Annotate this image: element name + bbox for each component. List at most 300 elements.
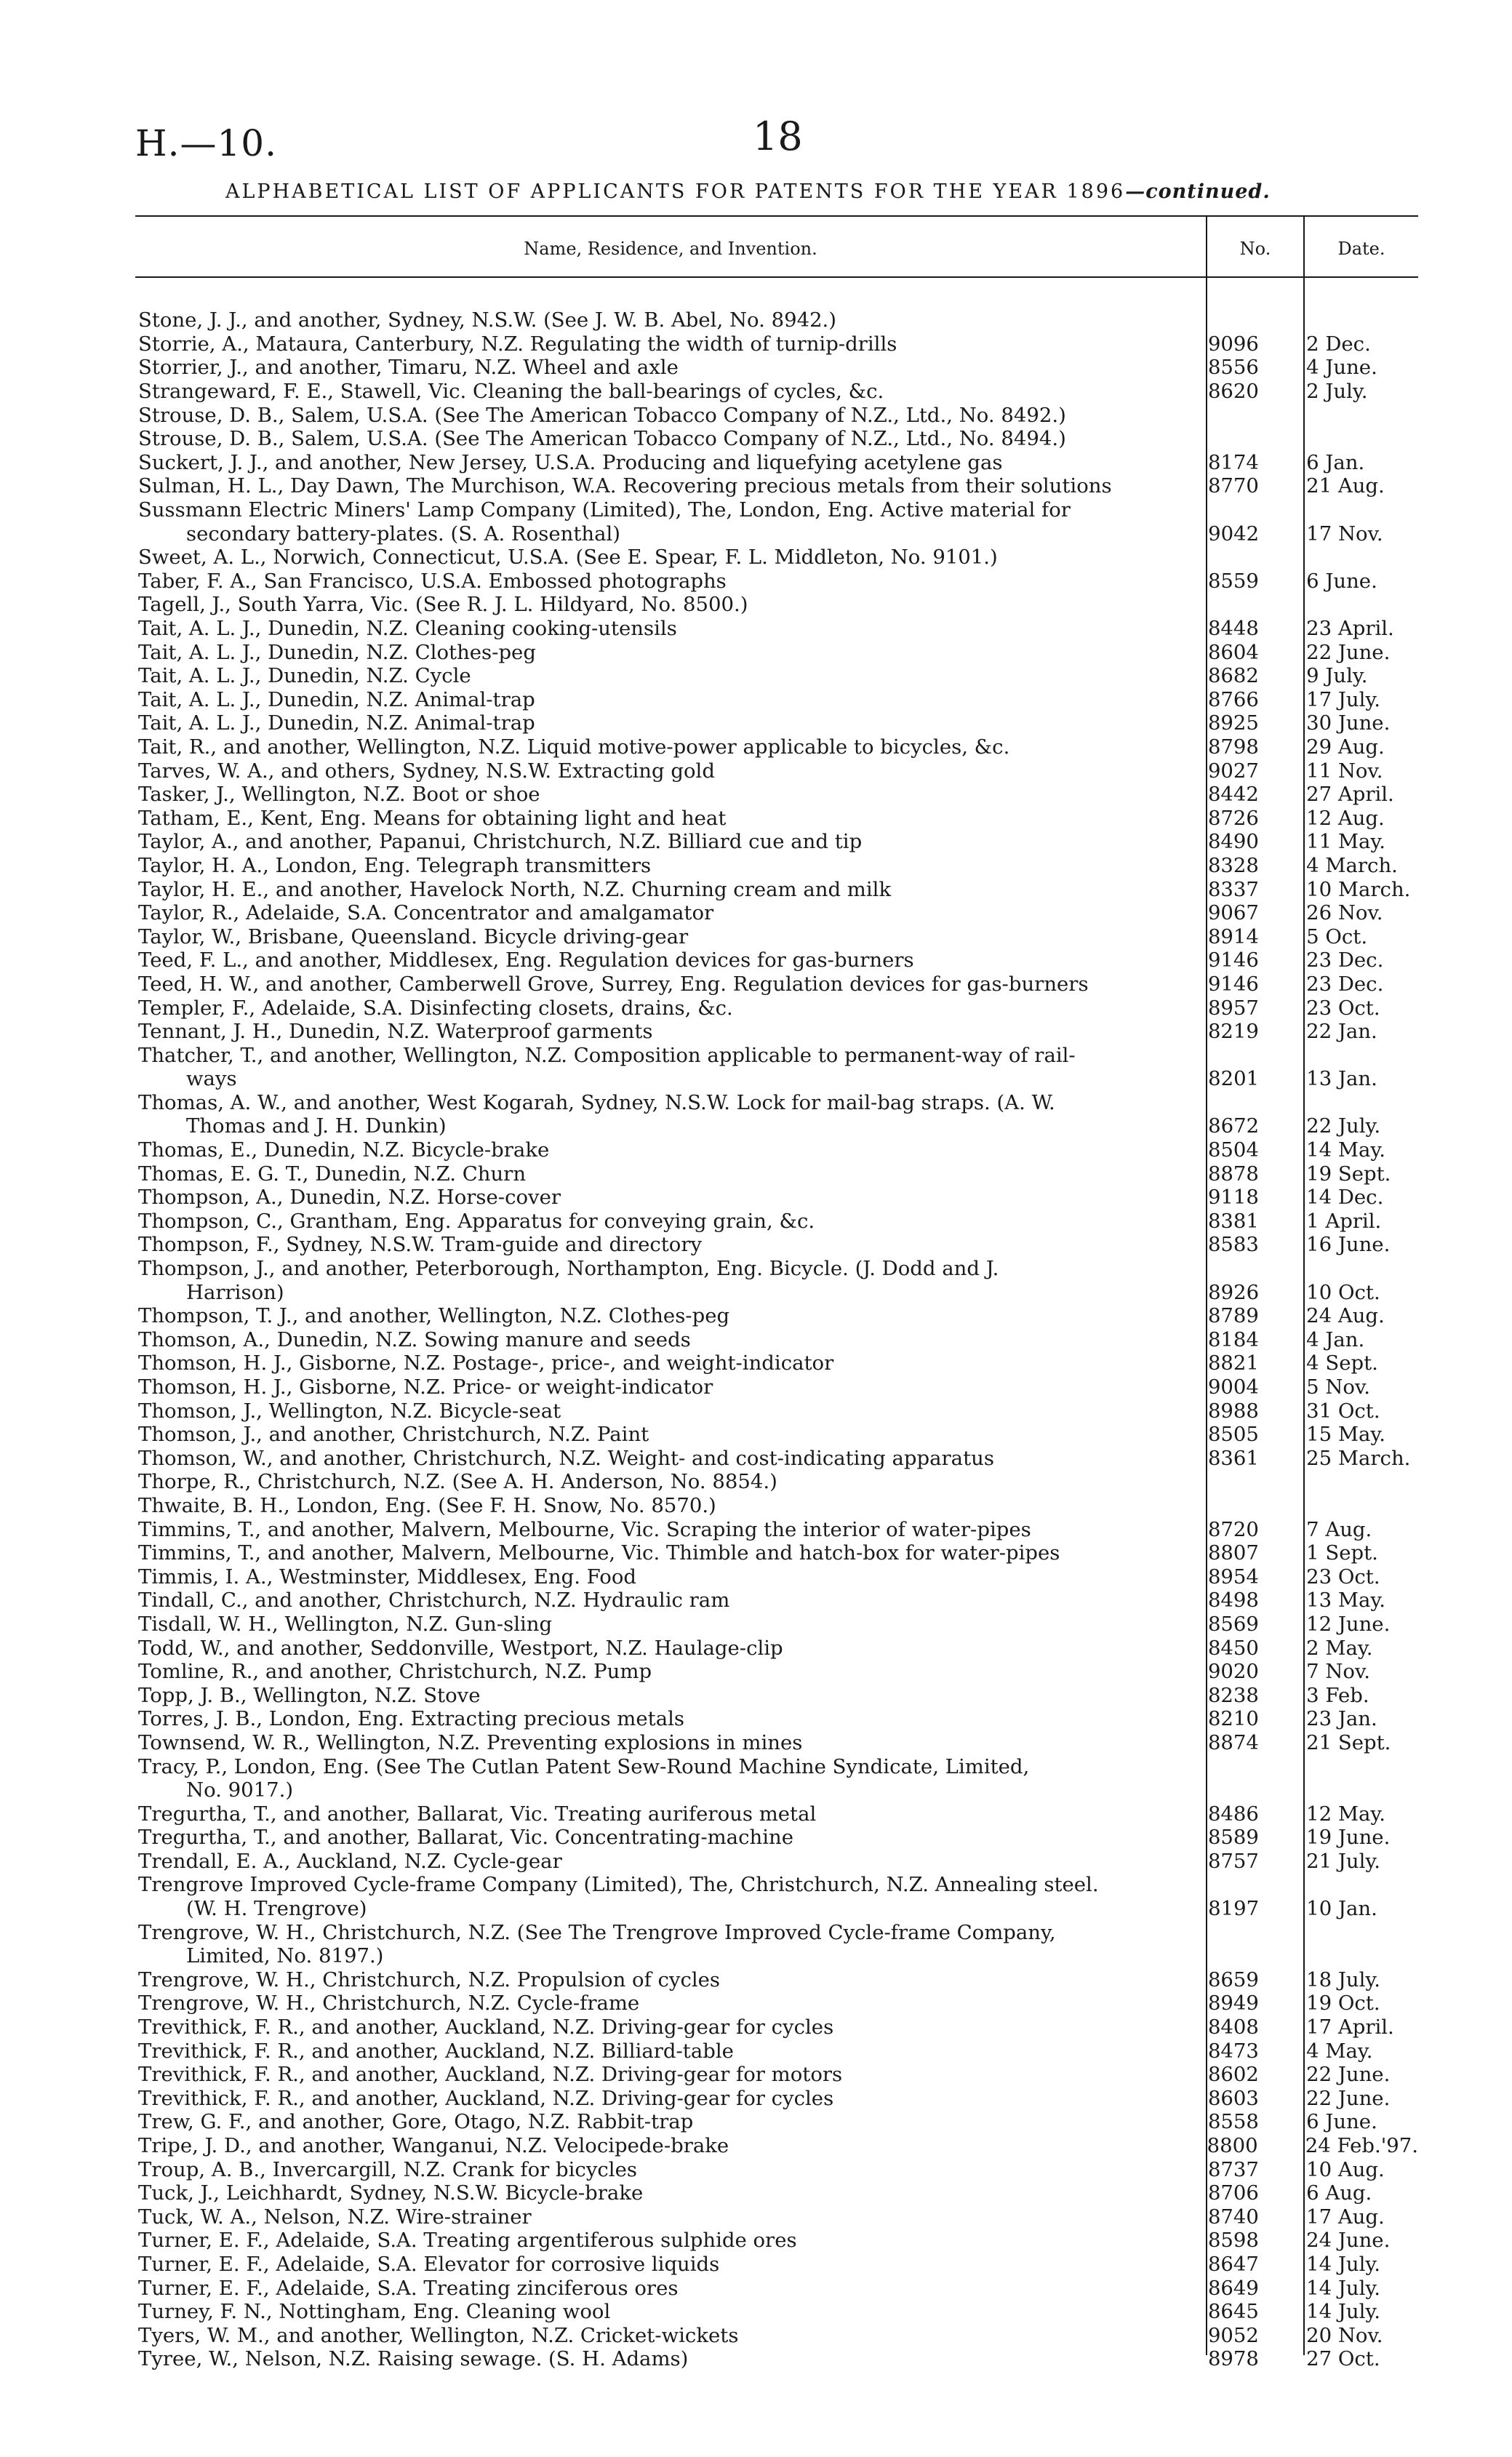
table-row — [138, 1565, 1418, 1589]
applicant-entry: Timmis, I. A., Westminster, Middlesex, Eng. Food — [138, 1565, 636, 1589]
applicant-entry: Turney, F. N., Nottingham, Eng. Cleaning wool — [138, 2300, 611, 2324]
table-row — [138, 2134, 1418, 2158]
patent-date: 16 June. — [1306, 1233, 1391, 1257]
table-row — [138, 1138, 1418, 1162]
patent-number: 8448 — [1207, 617, 1259, 641]
applicant-entry: Sweet, A. L., Norwich, Connecticut, U.S.A. (See E. Spear, F. L. Middleton, No. 9101.) — [138, 546, 998, 570]
table-row — [138, 1660, 1418, 1684]
patent-number: 8559 — [1207, 569, 1259, 593]
applicant-entry: Tisdall, W. H., Wellington, N.Z. Gun-sling — [138, 1612, 553, 1636]
patent-date: 7 Aug. — [1306, 1517, 1372, 1541]
title-continued: —continued. — [1125, 180, 1271, 203]
column-header-date: Date. — [1337, 239, 1385, 259]
table-row — [138, 1210, 1418, 1234]
table-row — [138, 1517, 1418, 1541]
patent-number: 8238 — [1207, 1683, 1259, 1707]
patent-number: 8602 — [1207, 2063, 1259, 2087]
patent-date: 19 Sept. — [1306, 1162, 1391, 1186]
patent-date: 23 Dec. — [1306, 972, 1384, 996]
table-row — [138, 2300, 1418, 2324]
patent-date: 25 March. — [1306, 1446, 1411, 1470]
applicant-list — [138, 308, 1418, 2371]
patent-number: 8442 — [1207, 783, 1259, 807]
patent-date: 10 Jan. — [1306, 1897, 1377, 1921]
patent-number: 8361 — [1207, 1446, 1259, 1470]
patent-number: 8504 — [1207, 1138, 1259, 1162]
patent-number: 8408 — [1207, 2015, 1259, 2039]
applicant-entry: Trengrove, W. H., Christchurch, N.Z. (See The Trengrove Improved Cycle-frame Company, — [138, 1920, 1056, 1944]
applicant-entry: Taylor, H. A., London, Eng. Telegraph transmitters — [138, 853, 652, 877]
applicant-entry: Tripe, J. D., and another, Wanganui, N.Z. Velocipede-brake — [138, 2134, 729, 2158]
patent-number: 8672 — [1208, 1114, 1260, 1138]
applicant-entry: Thompson, T. J., and another, Wellington, N.Z. Clothes-peg — [138, 1304, 730, 1328]
applicant-entry: Thomson, A., Dunedin, N.Z. Sowing manure and seeds — [138, 1327, 691, 1351]
table-row — [138, 1351, 1418, 1375]
patent-number: 8558 — [1207, 2110, 1259, 2134]
patent-number: 8473 — [1207, 2039, 1259, 2063]
applicant-entry: Tuck, W. A., Nelson, N.Z. Wire-strainer — [138, 2205, 532, 2229]
patent-number: 8604 — [1207, 640, 1259, 664]
applicant-entry: Thompson, F., Sydney, N.S.W. Tram-guide and directory — [138, 1233, 703, 1257]
patent-number: 9052 — [1207, 2323, 1259, 2347]
patent-date: 11 May. — [1306, 830, 1386, 854]
patent-date: 12 June. — [1306, 1612, 1391, 1636]
patent-number: 9067 — [1207, 901, 1259, 925]
applicant-entry: Trevithick, F. R., and another, Auckland, N.Z. Billiard-table — [138, 2039, 734, 2063]
patent-number: 8988 — [1207, 1399, 1259, 1423]
table-row — [138, 2015, 1418, 2039]
applicant-entry: Thomson, J., Wellington, N.Z. Bicycle-seat — [138, 1399, 561, 1423]
table-row — [138, 1399, 1418, 1423]
column-header-no: No. — [1239, 239, 1271, 259]
table-row — [138, 759, 1418, 783]
patent-date: 1 April. — [1306, 1209, 1382, 1233]
patent-number: 8201 — [1208, 1067, 1260, 1091]
patent-number: 8874 — [1207, 1730, 1259, 1754]
table-row — [138, 2039, 1418, 2063]
patent-date: 2 Dec. — [1306, 332, 1371, 356]
patent-number: 9027 — [1207, 759, 1259, 783]
table-row — [138, 1162, 1418, 1186]
table-row — [138, 901, 1418, 925]
patent-date: 2 May. — [1306, 1636, 1373, 1660]
table-row — [138, 877, 1418, 901]
patent-number: 8337 — [1207, 877, 1259, 901]
applicant-entry: Turner, E. F., Adelaide, S.A. Treating zinciferous ores — [138, 2276, 679, 2300]
applicant-entry: Trevithick, F. R., and another, Auckland, N.Z. Driving-gear for motors — [138, 2063, 843, 2087]
table-row — [138, 1802, 1418, 1826]
table-row — [138, 783, 1418, 807]
table-row — [138, 2276, 1418, 2300]
applicant-entry: Tyree, W., Nelson, N.Z. Raising sewage. (S. H. Adams) — [138, 2347, 689, 2371]
table-row — [138, 1233, 1418, 1257]
table-row — [138, 2157, 1418, 2181]
table-row — [138, 1589, 1418, 1613]
applicant-entry: Troup, A. B., Invercargill, N.Z. Crank for bicycles — [138, 2157, 637, 2181]
patent-date: 13 May. — [1306, 1589, 1386, 1613]
table-row — [138, 332, 1418, 356]
patent-date: 9 July. — [1306, 664, 1368, 688]
patent-date: 11 Nov. — [1306, 759, 1383, 783]
table-row — [138, 1826, 1418, 1850]
page-number: 18 — [753, 113, 803, 159]
applicant-entry: Thomas, A. W., and another, West Kogarah, Sydney, N.S.W. Lock for mail-bag straps. (A. W. — [138, 1090, 1055, 1114]
applicant-entry: Trew, G. F., and another, Gore, Otago, N.Z. Rabbit-trap — [138, 2110, 694, 2134]
patent-date: 14 July. — [1306, 2276, 1381, 2300]
table-row — [138, 2063, 1418, 2087]
patent-date: 3 Feb. — [1306, 1683, 1369, 1707]
patent-date: 6 June. — [1306, 569, 1377, 593]
table-row — [138, 1257, 1418, 1304]
table-row — [138, 924, 1418, 948]
applicant-entry: Tait, A. L. J., Dunedin, N.Z. Clothes-peg — [138, 640, 536, 664]
table-row — [138, 1304, 1418, 1328]
applicant-entry: Taylor, W., Brisbane, Queensland. Bicycle driving-gear — [138, 924, 689, 948]
table-row — [138, 1731, 1418, 1755]
applicant-entry: Sussmann Electric Miners' Lamp Company (Limited), The, London, Eng. Active material for — [138, 498, 1071, 522]
patent-number: 8486 — [1207, 1802, 1259, 1826]
table-row — [138, 1043, 1418, 1090]
applicant-entry: Thatcher, T., and another, Wellington, N.Z. Composition applicable to permanent-way of rail- — [138, 1043, 1076, 1067]
patent-date: 19 June. — [1306, 1826, 1391, 1850]
patent-number: 8645 — [1207, 2300, 1259, 2324]
table-row — [138, 1850, 1418, 1874]
applicant-entry: Tait, A. L. J., Dunedin, N.Z. Cleaning cooking-utensils — [138, 617, 677, 641]
table-row — [138, 1494, 1418, 1518]
applicant-entry: Tait, A. L. J., Dunedin, N.Z. Animal-trap — [138, 687, 535, 711]
applicant-entry: Thomas, E. G. T., Dunedin, N.Z. Churn — [138, 1162, 527, 1186]
patent-date: 17 July. — [1306, 687, 1381, 711]
patent-date: 12 Aug. — [1306, 806, 1385, 830]
patent-number: 8766 — [1207, 687, 1259, 711]
applicant-entry: Stone, J. J., and another, Sydney, N.S.W. (See J. W. B. Abel, No. 8942.) — [138, 308, 837, 332]
table-row — [138, 2323, 1418, 2347]
patent-number: 9096 — [1207, 332, 1259, 356]
patent-number: 8740 — [1207, 2205, 1259, 2229]
applicant-entry: Tyers, W. M., and another, Wellington, N.Z. Cricket-wickets — [138, 2323, 739, 2347]
applicant-entry: Thomson, H. J., Gisborne, N.Z. Postage-, price-, and weight-indicator — [138, 1351, 834, 1375]
patent-number: 8770 — [1207, 474, 1259, 498]
applicant-entry: Thomson, H. J., Gisborne, N.Z. Price- or weight-indicator — [138, 1375, 713, 1399]
table-row — [138, 2253, 1418, 2277]
patent-date: 10 Oct. — [1306, 1280, 1380, 1304]
table-row — [138, 474, 1418, 498]
patent-date: 20 Nov. — [1306, 2323, 1383, 2347]
patent-number: 9146 — [1207, 948, 1259, 972]
patent-date: 26 Nov. — [1306, 901, 1383, 925]
patent-number: 8682 — [1207, 664, 1259, 688]
patent-date: 15 May. — [1306, 1423, 1386, 1447]
applicant-entry: Turner, E. F., Adelaide, S.A. Treating argentiferous sulphide ores — [138, 2229, 797, 2253]
patent-date: 4 June. — [1306, 356, 1377, 380]
table-row — [138, 1991, 1418, 2015]
patent-number: 8706 — [1207, 2181, 1259, 2205]
table-row — [138, 617, 1418, 641]
patent-number: 8978 — [1207, 2347, 1259, 2371]
table-row — [138, 1873, 1418, 1920]
patent-date: 22 July. — [1306, 1114, 1381, 1138]
applicant-entry: Thomas, E., Dunedin, N.Z. Bicycle-brake — [138, 1138, 550, 1162]
table-row — [138, 1636, 1418, 1660]
applicant-entry: Tait, R., and another, Wellington, N.Z. Liquid motive-power applicable to bicycles, &c. — [138, 735, 1010, 759]
table-row — [138, 711, 1418, 735]
patent-date: 22 June. — [1306, 2086, 1391, 2110]
applicant-entry: Trengrove, W. H., Christchurch, N.Z. Cycle-frame — [138, 1991, 640, 2015]
patent-number: 8807 — [1207, 1541, 1259, 1565]
table-row — [138, 1683, 1418, 1707]
table-row — [138, 735, 1418, 759]
applicant-entry: Tarves, W. A., and others, Sydney, N.S.W. Extracting gold — [138, 759, 715, 783]
table-row — [138, 1447, 1418, 1471]
patent-date: 29 Aug. — [1306, 735, 1385, 759]
table-row — [138, 403, 1418, 427]
patent-date: 17 Aug. — [1306, 2205, 1385, 2229]
table-row — [138, 1968, 1418, 1992]
applicant-entry: Tasker, J., Wellington, N.Z. Boot or shoe — [138, 783, 540, 807]
patent-date: 6 Aug. — [1306, 2181, 1372, 2205]
table-row — [138, 356, 1418, 380]
applicant-entry: Taylor, R., Adelaide, S.A. Concentrator and amalgamator — [138, 901, 714, 925]
applicant-entry: Taylor, A., and another, Papanui, Christchurch, N.Z. Billiard cue and tip — [138, 830, 863, 854]
applicant-entry: Trengrove, W. H., Christchurch, N.Z. Propulsion of cycles — [138, 1967, 721, 1991]
patent-date: 6 Jan. — [1306, 450, 1365, 474]
patent-date: 4 Sept. — [1306, 1351, 1378, 1375]
patent-date: 17 April. — [1306, 2015, 1394, 2039]
patent-date: 23 Dec. — [1306, 948, 1384, 972]
patent-number: 8219 — [1207, 1020, 1259, 1044]
patent-number: 8878 — [1207, 1162, 1259, 1186]
applicant-entry: Tuck, J., Leichhardt, Sydney, N.S.W. Bicycle-brake — [138, 2181, 644, 2205]
patent-date: 27 Oct. — [1306, 2347, 1380, 2371]
table-row — [138, 1707, 1418, 1731]
table-row — [138, 2205, 1418, 2229]
applicant-entry-continuation: (W. H. Trengrove) — [186, 1897, 367, 1921]
table-row — [138, 2229, 1418, 2253]
applicant-entry: Tatham, E., Kent, Eng. Means for obtaining light and heat — [138, 806, 727, 830]
patent-number: 8789 — [1207, 1304, 1259, 1328]
applicant-entry: Teed, H. W., and another, Camberwell Grove, Surrey, Eng. Regulation devices for gas-burners — [138, 972, 1089, 996]
table-row — [138, 308, 1418, 332]
list-title — [225, 180, 1271, 203]
patent-number: 8798 — [1207, 735, 1259, 759]
patent-date: 24 June. — [1306, 2229, 1391, 2253]
applicant-entry: Turner, E. F., Adelaide, S.A. Elevator for corrosive liquids — [138, 2252, 720, 2276]
header-rule — [135, 276, 1418, 278]
applicant-entry: Thompson, C., Grantham, Eng. Apparatus for conveying grain, &c. — [138, 1209, 815, 1233]
applicant-entry-continuation: Harrison) — [186, 1280, 284, 1304]
table-row — [138, 427, 1418, 451]
patent-number: 8949 — [1207, 1991, 1259, 2015]
patent-number: 9004 — [1207, 1375, 1259, 1399]
patent-number: 8328 — [1207, 853, 1259, 877]
applicant-entry: Tait, A. L. J., Dunedin, N.Z. Cycle — [138, 664, 471, 688]
patent-date: 6 June. — [1306, 2110, 1377, 2134]
column-header-name: Name, Residence, and Invention. — [524, 239, 817, 259]
table-row — [138, 1186, 1418, 1210]
patent-number: 8925 — [1207, 711, 1259, 735]
applicant-entry: Storrie, A., Mataura, Canterbury, N.Z. Regulating the width of turnip-drills — [138, 332, 897, 356]
top-rule — [135, 215, 1418, 217]
table-row — [138, 806, 1418, 830]
patent-number: 9042 — [1208, 522, 1260, 546]
table-row — [138, 664, 1418, 688]
applicant-entry: Thorpe, R., Christchurch, N.Z. (See A. H. Anderson, No. 8854.) — [138, 1470, 777, 1494]
table-row — [138, 1470, 1418, 1494]
patent-number: 8649 — [1207, 2276, 1259, 2300]
patent-number: 8569 — [1207, 1612, 1259, 1636]
table-row — [138, 854, 1418, 878]
patent-date: 10 March. — [1306, 877, 1411, 901]
table-row — [138, 1541, 1418, 1565]
patent-date: 4 March. — [1306, 853, 1398, 877]
patent-date: 12 May. — [1306, 1802, 1386, 1826]
table-row — [138, 996, 1418, 1020]
applicant-entry: Tregurtha, T., and another, Ballarat, Vic. Concentrating-machine — [138, 1826, 793, 1850]
applicant-entry: Thompson, J., and another, Peterborough, Northampton, Eng. Bicycle. (J. Dodd and J. — [138, 1257, 999, 1281]
patent-number: 9020 — [1207, 1660, 1259, 1684]
patent-number: 8726 — [1207, 806, 1259, 830]
patent-number: 8659 — [1207, 1967, 1259, 1991]
patent-date: 23 Oct. — [1306, 1565, 1380, 1589]
patent-date: 23 April. — [1306, 617, 1394, 641]
patent-number: 8498 — [1207, 1589, 1259, 1613]
table-row — [138, 972, 1418, 996]
applicant-entry: Storrier, J., and another, Timaru, N.Z. Wheel and axle — [138, 356, 679, 380]
table-row — [138, 498, 1418, 546]
applicant-entry-continuation: secondary battery-plates. (S. A. Rosenthal) — [186, 522, 620, 546]
patent-number: 8556 — [1207, 356, 1259, 380]
applicant-entry: Torres, J. B., London, Eng. Extracting precious metals — [138, 1707, 685, 1731]
applicant-entry: Strouse, D. B., Salem, U.S.A. (See The American Tobacco Company of N.Z., Ltd., No. 8494.) — [138, 427, 1066, 451]
applicant-entry: Trengrove Improved Cycle-frame Company (Limited), The, Christchurch, N.Z. Annealing steel. — [138, 1873, 1099, 1897]
patent-number: 8381 — [1207, 1209, 1259, 1233]
patent-number: 8957 — [1207, 996, 1259, 1020]
patent-date: 2 July. — [1306, 380, 1368, 404]
table-row — [138, 1754, 1418, 1802]
applicant-entry: Teed, F. L., and another, Middlesex, Eng. Regulation devices for gas-burners — [138, 948, 914, 972]
table-row — [138, 1328, 1418, 1352]
patent-number: 8589 — [1207, 1826, 1259, 1850]
applicant-entry: Timmins, T., and another, Malvern, Melbourne, Vic. Thimble and hatch-box for water-pipes — [138, 1541, 1060, 1565]
patent-number: 8174 — [1207, 450, 1259, 474]
patent-number: 9118 — [1207, 1186, 1259, 1210]
applicant-entry: Strouse, D. B., Salem, U.S.A. (See The American Tobacco Company of N.Z., Ltd., No. 8492.) — [138, 403, 1066, 427]
patent-date: 22 June. — [1306, 640, 1391, 664]
applicant-entry: Tregurtha, T., and another, Ballarat, Vic. Treating auriferous metal — [138, 1802, 817, 1826]
patent-number: 8197 — [1208, 1897, 1260, 1921]
applicant-entry: Taylor, H. E., and another, Havelock North, N.Z. Churning cream and milk — [138, 877, 892, 901]
patent-date: 14 July. — [1306, 2252, 1381, 2276]
patent-date: 4 May. — [1306, 2039, 1373, 2063]
applicant-entry: Thwaite, B. H., London, Eng. (See F. H. Snow, No. 8570.) — [138, 1493, 716, 1517]
table-row — [138, 2347, 1418, 2371]
patent-date: 30 June. — [1306, 711, 1391, 735]
applicant-entry: Tomline, R., and another, Christchurch, N.Z. Pump — [138, 1660, 652, 1684]
applicant-entry-continuation: Thomas and J. H. Dunkin) — [186, 1114, 447, 1138]
applicant-entry: Topp, J. B., Wellington, N.Z. Stove — [138, 1683, 481, 1707]
patent-date: 31 Oct. — [1306, 1399, 1380, 1423]
table-row — [138, 1020, 1418, 1044]
table-row — [138, 2087, 1418, 2111]
document-reference: H.—10. — [135, 122, 278, 164]
table-row — [138, 1375, 1418, 1399]
patent-date: 24 Aug. — [1306, 1304, 1385, 1328]
applicant-entry: Tait, A. L. J., Dunedin, N.Z. Animal-trap — [138, 711, 535, 735]
patent-number: 8720 — [1207, 1517, 1259, 1541]
table-row — [138, 688, 1418, 712]
applicant-entry-continuation: ways — [186, 1067, 237, 1091]
applicant-entry: Tennant, J. H., Dunedin, N.Z. Waterproof garments — [138, 1020, 653, 1044]
applicant-entry: Todd, W., and another, Seddonville, Westport, N.Z. Haulage-clip — [138, 1636, 783, 1660]
patent-date: 7 Nov. — [1306, 1660, 1370, 1684]
patent-date: 14 May. — [1306, 1138, 1386, 1162]
patent-number: 8737 — [1207, 2157, 1259, 2181]
patent-number: 8583 — [1207, 1233, 1259, 1257]
applicant-entry-continuation: Limited, No. 8197.) — [186, 1944, 384, 1968]
applicant-entry: Townsend, W. R., Wellington, N.Z. Preventing explosions in mines — [138, 1730, 803, 1754]
patent-date: 23 Oct. — [1306, 996, 1380, 1020]
patent-date: 24 Feb.'97. — [1305, 2134, 1418, 2158]
table-row — [138, 1920, 1418, 1967]
patent-number: 8598 — [1207, 2229, 1259, 2253]
patent-number: 8821 — [1207, 1351, 1259, 1375]
patent-number: 8800 — [1207, 2134, 1258, 2158]
patent-number: 8620 — [1207, 380, 1259, 404]
applicant-entry: Timmins, T., and another, Malvern, Melbourne, Vic. Scraping the interior of water-pipes — [138, 1517, 1031, 1541]
patent-number: 8603 — [1207, 2086, 1259, 2110]
patent-number: 9146 — [1207, 972, 1259, 996]
patent-number: 8914 — [1207, 924, 1259, 948]
table-row — [138, 948, 1418, 972]
table-row — [138, 830, 1418, 854]
patent-date: 13 Jan. — [1306, 1067, 1377, 1091]
patent-number: 8210 — [1207, 1707, 1259, 1731]
patent-number: 8757 — [1207, 1849, 1259, 1873]
table-row — [138, 593, 1418, 617]
table-row — [138, 1091, 1418, 1138]
applicant-entry: Thomson, J., and another, Christchurch, N.Z. Paint — [138, 1423, 649, 1447]
applicant-entry: Thomson, W., and another, Christchurch, N.Z. Weight- and cost-indicating apparatus — [138, 1446, 994, 1470]
applicant-entry: Templer, F., Adelaide, S.A. Disinfecting closets, drains, &c. — [138, 996, 733, 1020]
patent-date: 22 Jan. — [1306, 1020, 1377, 1044]
patent-date: 10 Aug. — [1306, 2157, 1385, 2181]
applicant-entry: Trevithick, F. R., and another, Auckland, N.Z. Driving-gear for cycles — [138, 2086, 834, 2110]
applicant-entry: Taber, F. A., San Francisco, U.S.A. Embossed photographs — [138, 569, 727, 593]
table-row — [138, 570, 1418, 594]
table-row — [138, 380, 1418, 404]
patent-date: 4 Jan. — [1306, 1327, 1365, 1351]
patent-date: 19 Oct. — [1306, 1991, 1380, 2015]
patent-date: 21 July. — [1306, 1849, 1381, 1873]
patent-number: 8184 — [1207, 1327, 1259, 1351]
applicant-entry: Trevithick, F. R., and another, Auckland, N.Z. Driving-gear for cycles — [138, 2015, 834, 2039]
table-row — [138, 2181, 1418, 2205]
patent-date: 18 July. — [1306, 1967, 1381, 1991]
patent-number: 8505 — [1207, 1423, 1259, 1447]
table-row — [138, 1613, 1418, 1637]
table-row — [138, 451, 1418, 475]
patent-date: 17 Nov. — [1306, 522, 1383, 546]
patent-date: 5 Oct. — [1306, 924, 1368, 948]
table-row — [138, 1423, 1418, 1447]
patent-date: 21 Sept. — [1306, 1730, 1391, 1754]
applicant-entry: Trendall, E. A., Auckland, N.Z. Cycle-gear — [138, 1849, 562, 1873]
patent-number: 8647 — [1207, 2252, 1259, 2276]
table-row — [138, 2110, 1418, 2134]
applicant-entry: Strangeward, F. E., Stawell, Vic. Cleaning the ball-bearings of cycles, &c. — [138, 380, 884, 404]
applicant-entry: Suckert, J. J., and another, New Jersey, U.S.A. Producing and liquefying acetylene gas — [138, 450, 1003, 474]
table-row — [138, 640, 1418, 664]
